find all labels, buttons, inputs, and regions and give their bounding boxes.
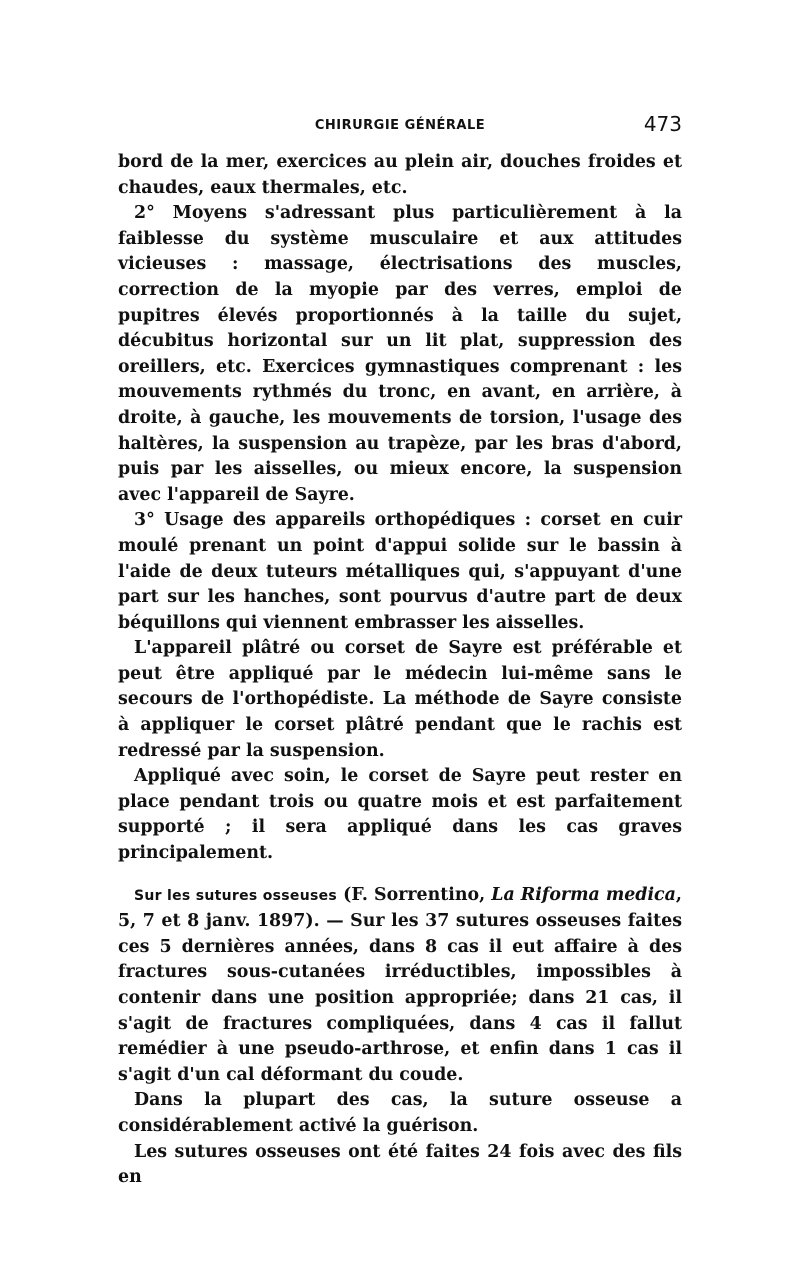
paragraph-means-3: 3° Usage des appareils orthopédiques : corset en cuir moulé prenant un point d'appui solide sur le bassin à l'aide de deux tuteurs métalliques qui, s'appuyant d'une part sur les hanches, sont pourvus d'autre part de deux béquillons qui viennent embrasser les aisselles. <box>118 510 682 633</box>
paragraph-sayre-application: Appliqué avec soin, le corset de Sayre peut rester en place pendant trois ou quatre mois et est parfaitement supporté ; il sera appliqué dans les cas graves principalement. <box>118 766 682 864</box>
page-number: 473 <box>643 112 682 136</box>
journal-title: La Riforma medica <box>491 884 676 905</box>
paragraph-continuation: bord de la mer, exercices au plein air, douches froides et chaudes, eaux thermales, etc. <box>118 152 682 198</box>
body-text <box>118 150 682 1191</box>
citation-open: (F. Sorrentino, <box>337 884 492 905</box>
section-heading: Sur les sutures osseuses <box>134 887 338 904</box>
paragraph-means-2: 2° Moyens s'adressant plus particulièrement à la faiblesse du système musculaire et aux attitudes vicieuses : massage, électrisations des muscles, correction de la myopie par des verres, emploi de pupitres élevés proportionnés à la taille du sujet, décubitus horizontal sur un lit plat, suppression des oreillers, etc. Exercices gymnastiques comprenant : les mouvements rythmés du tronc, en avant, en arrière, à droite, à gauche, les mouvements de torsion, l'usage des haltères, la suspension au trapèze, par les bras d'abord, puis par les aisselles, ou mieux encore, la suspension avec l'appareil de Sayre. <box>118 203 682 505</box>
paragraph-healing: Dans la plupart des cas, la suture osseuse a considérablement activé la guérison. <box>118 1090 682 1136</box>
running-title: CHIRURGIE GÉNÉRALE <box>314 118 486 133</box>
paragraph-sayre-corset: L'appareil plâtré ou corset de Sayre est préférable et peut être appliqué par le médecin lui-même sans le secours de l'orthopédiste. La méthode de Sayre consiste à appliquer le corset plâtré pendant que le rachis est redressé par la suspension. <box>118 638 682 761</box>
running-header <box>118 112 682 142</box>
section-bone-sutures <box>118 883 682 1089</box>
section-body: , 5, 7 et 8 janv. 1897). — Sur les 37 sutures osseuses faites ces 5 dernières années, dans 8 cas il eut affaire à des fractures sous-cutanées irréductibles, impossibles à contenir dans une position appropriée; dans 21 cas, il s'agit de fractures compliquées, dans 4 cas il fallut remédier à une pseudo-arthrose, et enfin dans 1 cas il s'agit d'un cal déformant du coude. <box>118 884 682 1085</box>
paragraph-sutures-count: Les sutures osseuses ont été faites 24 fois avec des fils en <box>118 1141 682 1188</box>
